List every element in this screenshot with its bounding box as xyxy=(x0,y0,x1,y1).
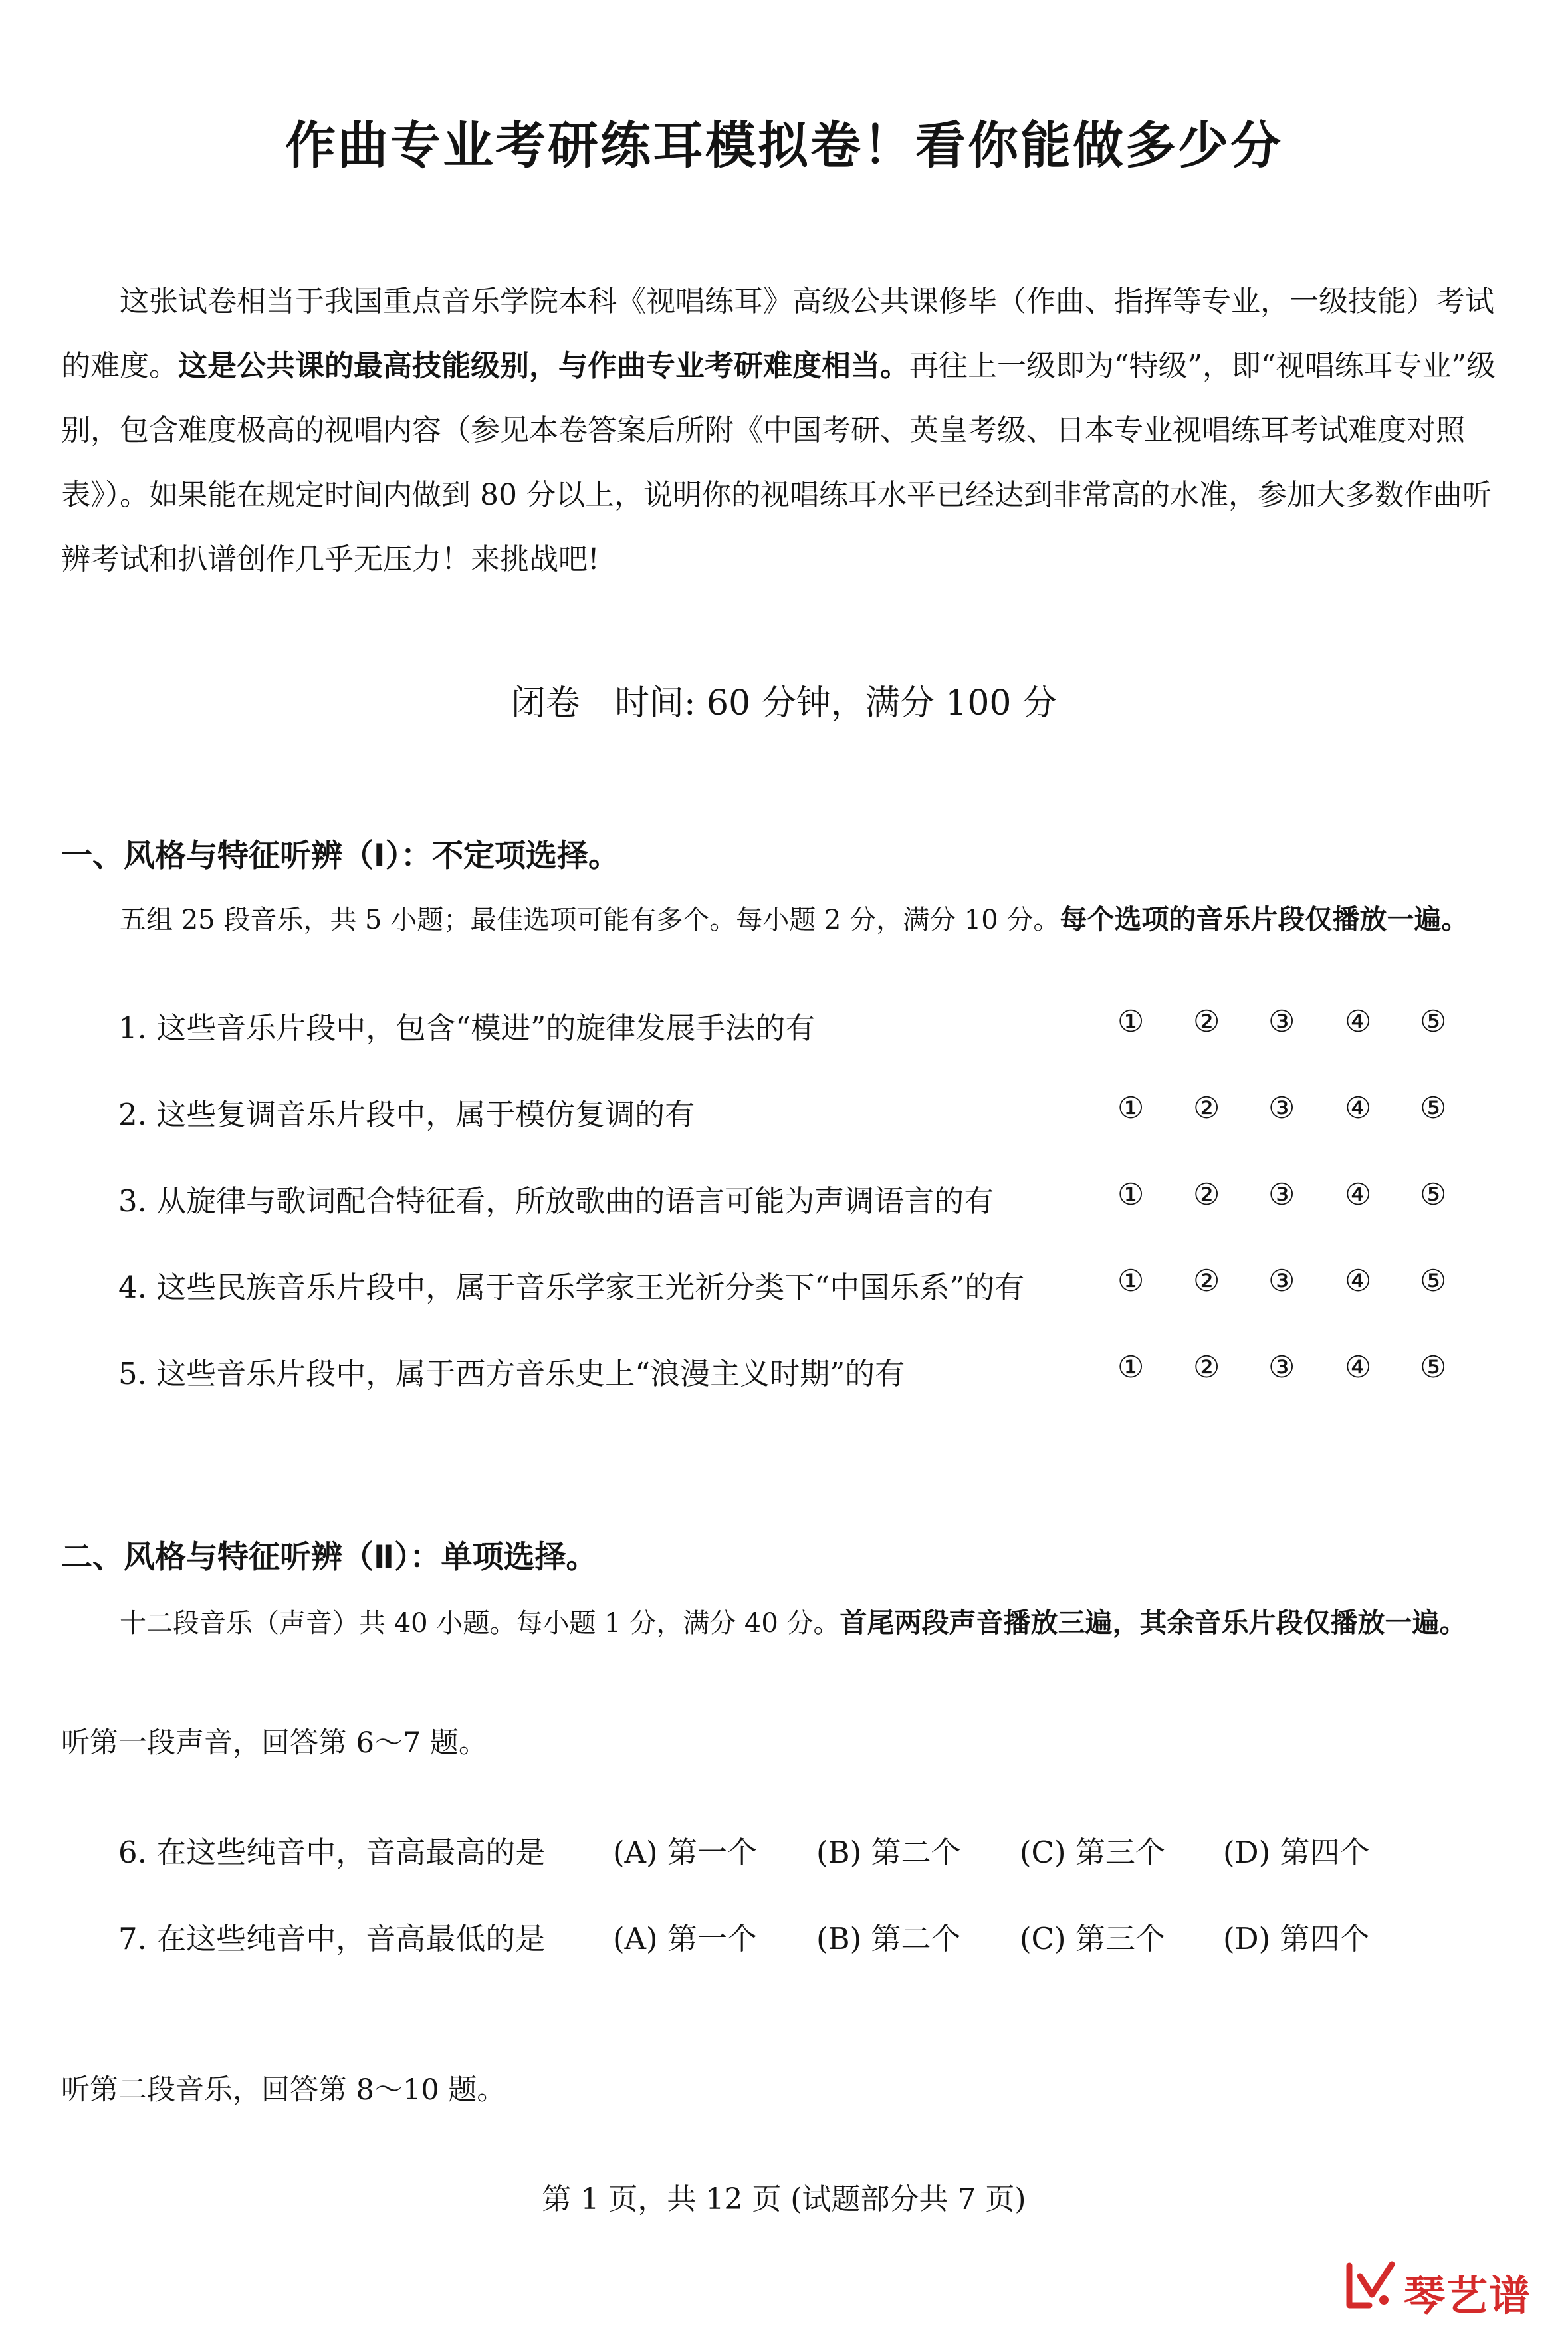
section-1-note xyxy=(120,897,1468,937)
exam-info: 闭卷 时间: 60 分钟，满分 100 分 xyxy=(510,683,1058,723)
intro-paragraph xyxy=(61,269,1509,592)
watermark-text: 琴艺谱 xyxy=(1404,2272,1532,2320)
section-1-title: 一、风格与特征听辨（Ⅰ）：不定项选择。 xyxy=(61,838,619,874)
option-circle-3[interactable]: ③ xyxy=(1268,1004,1295,1039)
question-text: 3. 从旋律与歌词配合特征看，所放歌曲的语言可能为声调语言的有 xyxy=(118,1183,994,1219)
question-row xyxy=(118,1263,1488,1303)
option-circle-3[interactable]: ③ xyxy=(1268,1263,1295,1298)
page-footer: 第 1 页，共 12 页 (试题部分共 7 页) xyxy=(542,2182,1026,2216)
option-circle-5[interactable]: ⑤ xyxy=(1420,1090,1447,1125)
option-circle-1[interactable]: ① xyxy=(1117,1263,1145,1298)
option-d[interactable]: (D) 第四个 xyxy=(1223,1921,1370,1956)
option-circle-2[interactable]: ② xyxy=(1193,1263,1220,1298)
question-text: 2. 这些复调音乐片段中，属于模仿复调的有 xyxy=(118,1097,695,1132)
option-circle-5[interactable]: ⑤ xyxy=(1420,1263,1447,1298)
question-row xyxy=(118,1915,1488,1954)
question-text: 7. 在这些纯音中，音高最低的是 xyxy=(118,1921,546,1956)
option-circle-1[interactable]: ① xyxy=(1117,1004,1145,1039)
question-row xyxy=(118,1828,1488,1868)
option-circle-4[interactable]: ④ xyxy=(1345,1349,1372,1385)
question-text: 4. 这些民族音乐片段中，属于音乐学家王光祈分类下“中国乐系”的有 xyxy=(118,1270,1025,1305)
option-circle-4[interactable]: ④ xyxy=(1345,1004,1372,1039)
option-d[interactable]: (D) 第四个 xyxy=(1223,1835,1370,1870)
question-row xyxy=(118,1349,1488,1389)
option-circle-1[interactable]: ① xyxy=(1117,1090,1145,1125)
question-row xyxy=(118,1177,1488,1217)
option-circle-4[interactable]: ④ xyxy=(1345,1263,1372,1298)
option-circle-5[interactable]: ⑤ xyxy=(1420,1177,1447,1212)
section-2-note-text: 十二段音乐（声音）共 40 小题。每小题 1 分，满分 40 分。 xyxy=(120,1608,840,1639)
listening-instruction: 听第二段音乐，回答第 8～10 题。 xyxy=(61,2073,506,2107)
option-a[interactable]: (A) 第一个 xyxy=(613,1835,757,1870)
intro-part-1: 这张试卷相当于我国重点音乐学院本科《视唱练耳》高级公共课修毕（作曲、指挥等专业，一级技能）考试的难度。 xyxy=(61,285,1494,383)
page-title: 作曲专业考研练耳模拟卷！看你能做多少分 xyxy=(285,116,1283,175)
option-circle-2[interactable]: ② xyxy=(1193,1090,1220,1125)
option-c[interactable]: (C) 第三个 xyxy=(1020,1835,1165,1870)
intro-part-3: 再往上一级即为“特级”，即“视唱练耳专业”级别，包含难度极高的视唱内容（参见本卷答案后所附《中国考研、英皇考级、日本专业视唱练耳考试难度对照表》）。如果能在规定时间内做到 80 分以上，说明你的视唱练耳水平已经达到非常高的水准，参加大多数作曲听辨考试和扒谱创作几乎无压力！来挑战吧! xyxy=(61,349,1496,576)
section-2-title: 二、风格与特征听辨（Ⅱ）：单项选择。 xyxy=(61,1539,598,1575)
option-circle-1[interactable]: ① xyxy=(1117,1177,1145,1212)
option-circle-2[interactable]: ② xyxy=(1193,1177,1220,1212)
question-row xyxy=(118,1004,1488,1044)
option-circle-4[interactable]: ④ xyxy=(1345,1177,1372,1212)
option-circle-3[interactable]: ③ xyxy=(1268,1349,1295,1385)
section-2-note-emphasis: 首尾两段声音播放三遍，其余音乐片段仅播放一遍。 xyxy=(840,1607,1467,1639)
question-text: 1. 这些音乐片段中，包含“模进”的旋律发展手法的有 xyxy=(118,1010,816,1046)
question-text: 6. 在这些纯音中，音高最高的是 xyxy=(118,1835,546,1870)
option-circle-2[interactable]: ② xyxy=(1193,1004,1220,1039)
option-circle-2[interactable]: ② xyxy=(1193,1349,1220,1385)
section-2-note xyxy=(120,1601,1467,1640)
option-circle-3[interactable]: ③ xyxy=(1268,1177,1295,1212)
option-b[interactable]: (B) 第二个 xyxy=(816,1921,961,1956)
listening-instruction: 听第一段声音，回答第 6～7 题。 xyxy=(61,1726,488,1760)
option-b[interactable]: (B) 第二个 xyxy=(816,1835,961,1870)
option-circle-1[interactable]: ① xyxy=(1117,1349,1145,1385)
option-circle-5[interactable]: ⑤ xyxy=(1420,1004,1447,1039)
section-1-note-text: 五组 25 段音乐，共 5 小题；最佳选项可能有多个。每小题 2 分，满分 10 分。 xyxy=(120,905,1060,935)
option-circle-3[interactable]: ③ xyxy=(1268,1090,1295,1125)
option-circle-5[interactable]: ⑤ xyxy=(1420,1349,1447,1385)
option-c[interactable]: (C) 第三个 xyxy=(1020,1921,1165,1956)
option-a[interactable]: (A) 第一个 xyxy=(613,1921,757,1956)
watermark-logo xyxy=(1343,2255,1555,2320)
intro-bold-sentence: 这是公共课的最高技能级别，与作曲专业考研难度相当。 xyxy=(178,349,909,383)
piano-brand-logo-icon xyxy=(1343,2256,1400,2313)
option-circle-4[interactable]: ④ xyxy=(1345,1090,1372,1125)
question-text: 5. 这些音乐片段中，属于西方音乐史上“浪漫主义时期”的有 xyxy=(118,1356,905,1391)
section-1-note-emphasis: 每个选项的音乐片段仅播放一遍。 xyxy=(1060,903,1469,935)
question-row xyxy=(118,1090,1488,1130)
